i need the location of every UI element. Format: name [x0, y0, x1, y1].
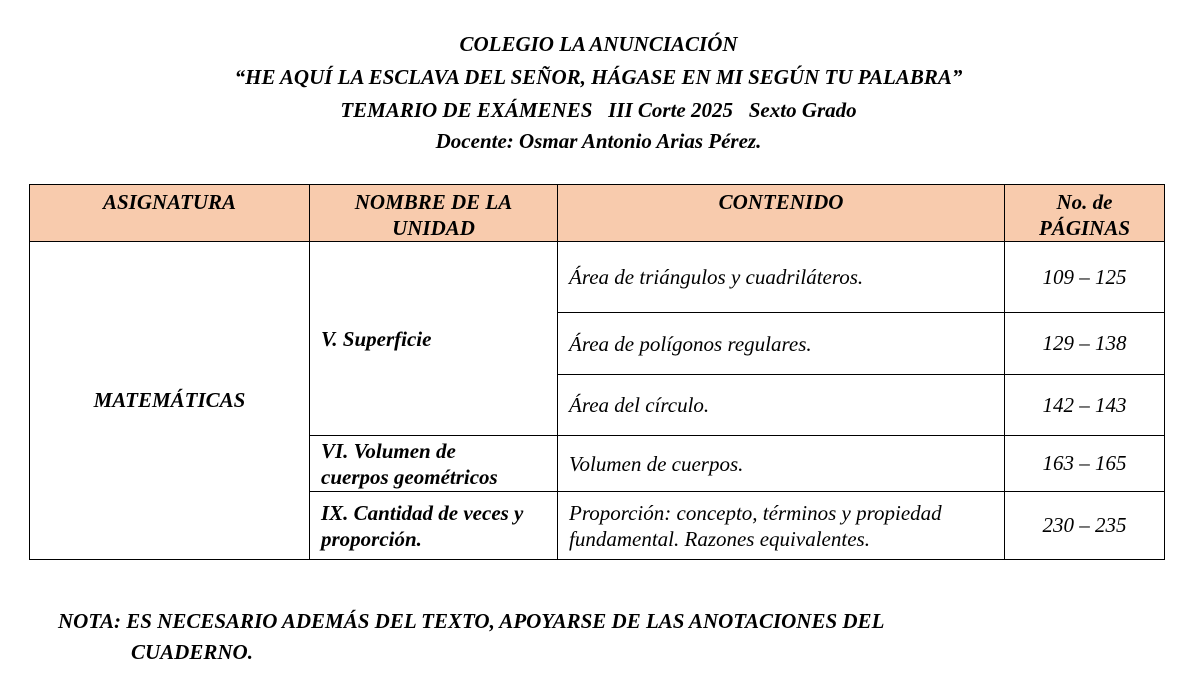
content-cell: Área de triángulos y cuadriláteros. — [558, 242, 1005, 313]
exam-title: TEMARIO DE EXÁMENES III Corte 2025 Sexto Grado — [340, 98, 857, 122]
content-cell: Área de polígonos regulares. — [558, 313, 1005, 375]
header-pages: No. de PÁGINAS — [1005, 185, 1165, 242]
content-cell: Proporción: concepto, términos y propiedad fundamental. Razones equivalentes. — [558, 492, 1005, 560]
pages-cell: 109 – 125 — [1005, 242, 1165, 313]
table-row — [30, 242, 1165, 313]
pages-cell: 129 – 138 — [1005, 313, 1165, 375]
exam-topics-table — [29, 184, 1165, 560]
unit-name-cell: IX. Cantidad de veces y proporción. — [310, 492, 558, 560]
unit-name-cell: VI. Volumen de cuerpos geométricos — [310, 436, 558, 492]
note-line-2: CUADERNO. — [131, 640, 253, 664]
school-motto: “HE AQUÍ LA ESCLAVA DEL SEÑOR, HÁGASE EN MI SEGÚN TU PALABRA” — [234, 65, 963, 89]
header-subject: ASIGNATURA — [30, 185, 310, 242]
pages-cell: 142 – 143 — [1005, 375, 1165, 436]
content-cell: Volumen de cuerpos. — [558, 436, 1005, 492]
note-line-1: NOTA: ES NECESARIO ADEMÁS DEL TEXTO, APOYARSE DE LAS ANOTACIONES DEL — [58, 609, 885, 633]
header-content: CONTENIDO — [558, 185, 1005, 242]
teacher-name: Docente: Osmar Antonio Arias Pérez. — [435, 129, 762, 153]
table-header-row — [30, 185, 1165, 242]
unit-name-cell: V. Superficie — [310, 242, 558, 436]
pages-cell: 230 – 235 — [1005, 492, 1165, 560]
subject-cell: MATEMÁTICAS — [30, 242, 310, 560]
note — [58, 606, 1158, 668]
header-unit-name: NOMBRE DE LA UNIDAD — [310, 185, 558, 242]
school-name: COLEGIO LA ANUNCIACIÓN — [459, 32, 738, 56]
content-cell: Área del círculo. — [558, 375, 1005, 436]
pages-cell: 163 – 165 — [1005, 436, 1165, 492]
